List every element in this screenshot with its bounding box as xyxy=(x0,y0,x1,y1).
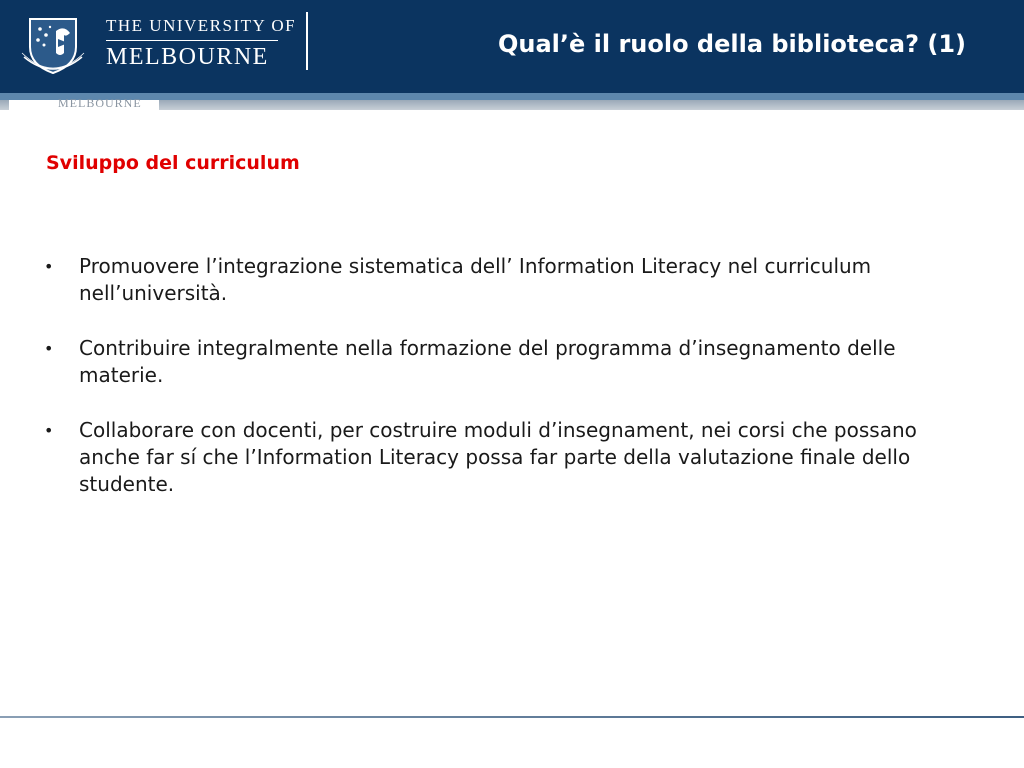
bullet-text: Promuovere l’integrazione sistematica dell’ Information Literacy nel curriculum nell’università. xyxy=(79,254,872,305)
bullet-item xyxy=(44,253,964,307)
bullet-icon: • xyxy=(44,339,54,358)
bullet-text: Contribuire integralmente nella formazione del programma d’insegnamento delle materie. xyxy=(79,336,896,387)
bullet-icon: • xyxy=(44,257,54,276)
bullet-item xyxy=(44,417,964,498)
bullet-text: Collaborare con docenti, per costruire moduli d’insegnament, nei corsi che possano anche far sí che l’Information Literacy possa far parte della valutazione finale dello studente. xyxy=(79,418,917,496)
bullet-item xyxy=(44,335,964,389)
footer-rule xyxy=(0,716,1024,718)
section-subtitle: Sviluppo del curriculum xyxy=(46,152,300,174)
university-crest-icon xyxy=(20,13,86,77)
university-name-divider xyxy=(106,40,278,41)
bullet-list xyxy=(44,253,964,526)
university-name-line1: THE UNIVERSITY OF xyxy=(106,16,297,35)
ghost-logo-text: MELBOURNE xyxy=(58,97,142,109)
university-name-line2: MELBOURNE xyxy=(106,44,269,70)
header-stripe xyxy=(0,93,1024,100)
bullet-icon: • xyxy=(44,421,54,440)
slide-title: Qual’è il ruolo della biblioteca? (1) xyxy=(497,30,966,58)
header-vertical-divider xyxy=(306,12,308,70)
